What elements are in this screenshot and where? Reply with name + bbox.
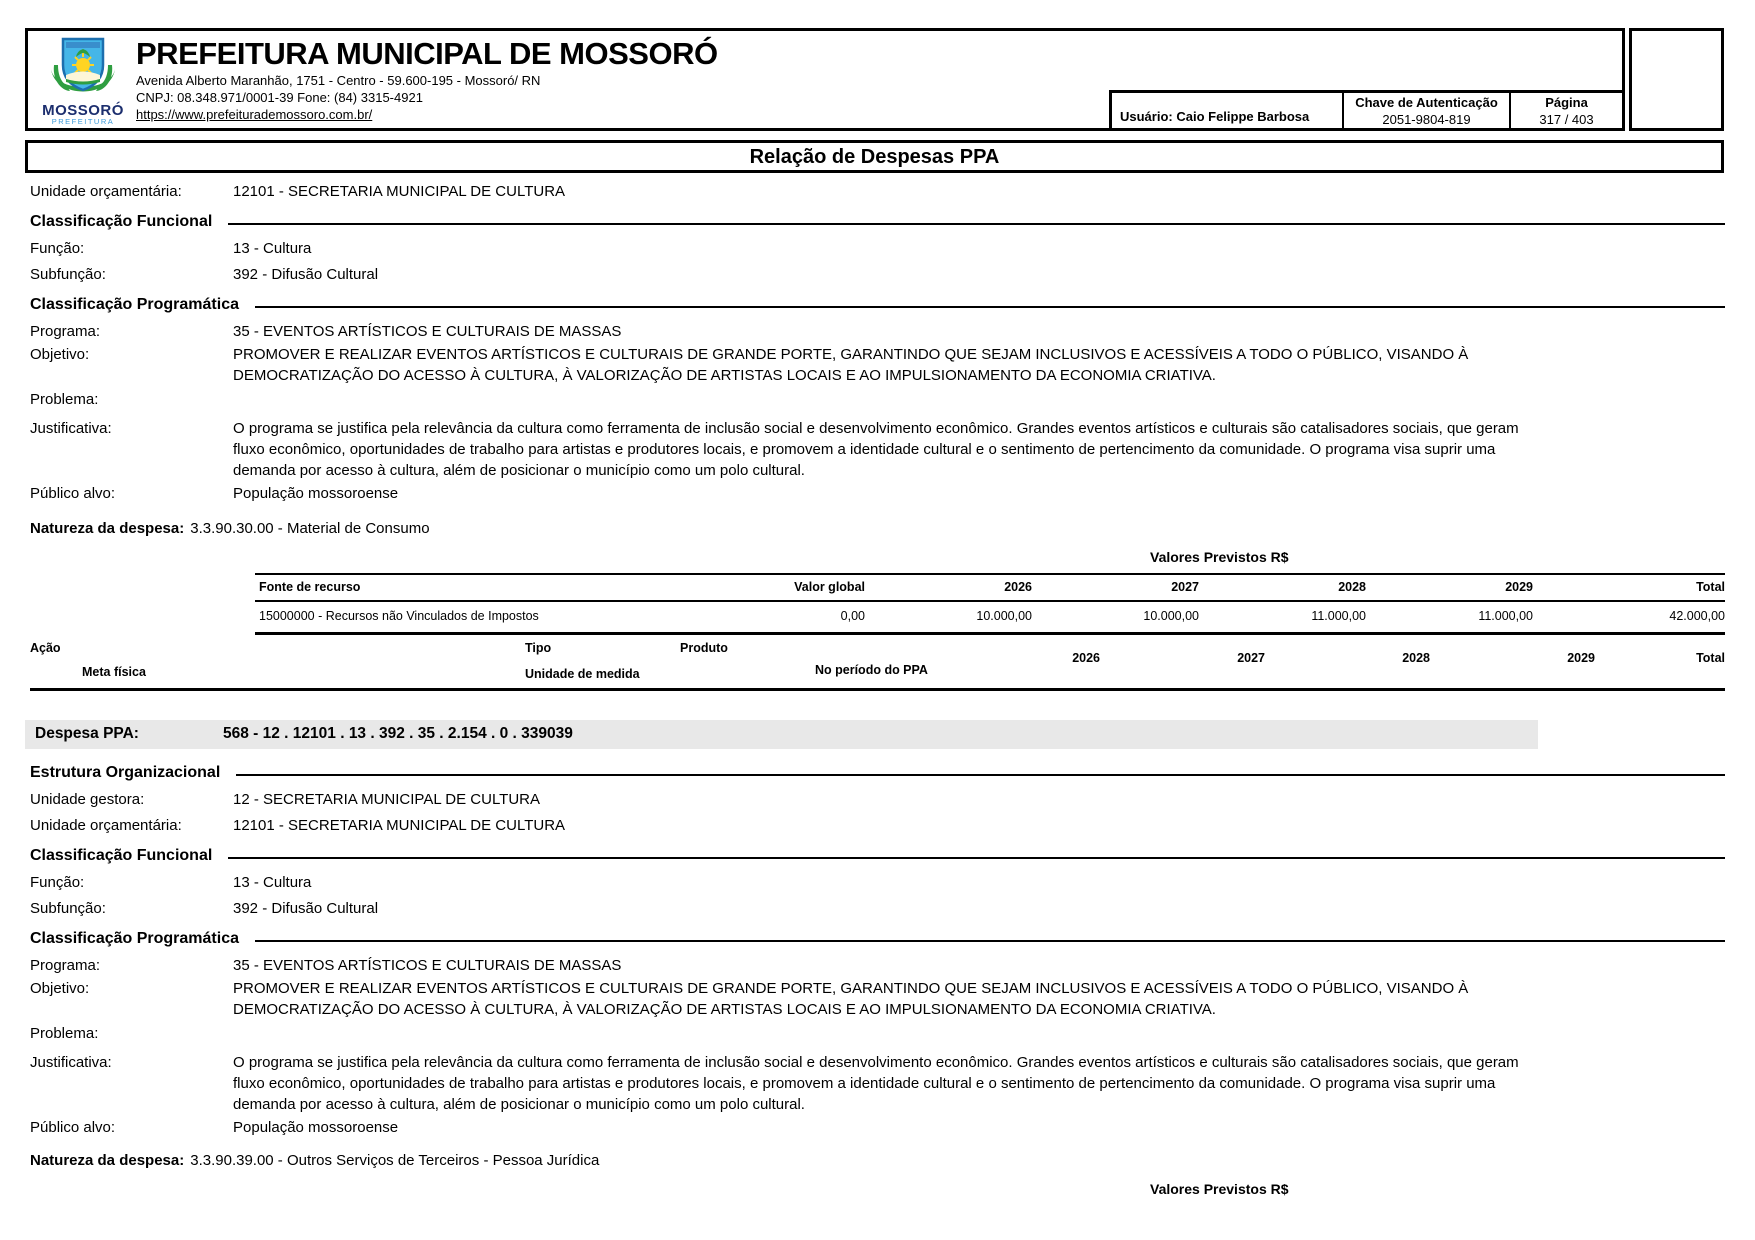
auth-key-value: 2051-9804-819: [1382, 111, 1471, 127]
despesa-ppa-code: 568 - 12 . 12101 . 13 . 392 . 35 . 2.154 . 0 . 339039: [223, 725, 573, 742]
section-classificacao-programatica: [30, 296, 1725, 314]
table-row: [255, 602, 1725, 632]
section-title: Estrutura Organizacional: [30, 764, 221, 781]
field-label: Subfunção:: [30, 900, 106, 917]
col-acao: Ação: [30, 641, 61, 655]
mossoro-logo: [38, 35, 128, 126]
table-header-row: [255, 573, 1725, 602]
page-cell: [1509, 93, 1622, 128]
col-periodo-ppa: No período do PPA: [815, 663, 928, 677]
field-problema: [30, 389, 1725, 410]
field-label: Função:: [30, 874, 85, 891]
field-label: Programa:: [30, 957, 101, 974]
field-funcao: [30, 238, 1725, 259]
field-justificativa: [30, 418, 1725, 481]
section-classificacao-funcional: [30, 213, 1725, 231]
user-name-cell: Usuário: Caio Felippe Barbosa: [1120, 109, 1310, 124]
field-unidade-gestora: [30, 789, 1725, 810]
col-2026: 2026: [1072, 651, 1100, 665]
field-objetivo: [30, 344, 1725, 386]
field-unidade-orcamentaria: [30, 181, 1725, 202]
cell-2026: 10.000,00: [976, 609, 1032, 623]
field-value: 3.3.90.30.00 - Material de Consumo: [190, 520, 430, 537]
field-value: População mossoroense: [233, 1119, 399, 1136]
field-natureza-despesa-2: [30, 1150, 1725, 1171]
field-value: 3.3.90.39.00 - Outros Serviços de Terceiros - Pessoa Jurídica: [190, 1152, 600, 1169]
auth-key-cell: [1342, 93, 1509, 128]
col-2026: 2026: [1004, 580, 1032, 594]
col-meta-fisica: Meta física: [82, 665, 146, 679]
col-unidade-medida: Unidade de medida: [525, 667, 640, 681]
field-unidade-orcamentaria-2: [30, 815, 1725, 836]
section-estrutura-organizacional: [30, 764, 1725, 782]
user-info-table: [1109, 90, 1625, 131]
cell-total: 42.000,00: [1669, 609, 1725, 623]
col-2027: 2027: [1171, 580, 1199, 594]
field-value: PROMOVER E REALIZAR EVENTOS ARTÍSTICOS E CULTURAIS DE GRANDE PORTE, GARANTINDO QUE SEJAM INCLUSIVOS E ACESSÍVEIS A TODO O PÚBLICO, VISANDO À DEMOCRATIZAÇÃO DO ACESSO À CULTURA, À VALORIZAÇÃO DE ARTISTAS LOCAIS E AO IMPULSIONAMENTO DA ECONOMIA CRIATIVA.: [233, 980, 1469, 1018]
field-value: População mossoroense: [233, 485, 399, 502]
field-funcao-2: [30, 872, 1725, 893]
logo-sub-text: PREFEITURA: [51, 117, 115, 126]
org-address: Avenida Alberto Maranhão, 1751 - Centro - 59.600-195 - Mossoró/ RN: [136, 73, 541, 88]
field-value: 13 - Cultura: [233, 240, 312, 257]
col-valor-global: Valor global: [794, 580, 865, 594]
field-label: Natureza da despesa:: [30, 1152, 185, 1169]
section-title: Classificação Programática: [30, 930, 239, 947]
field-label: Público alvo:: [30, 1119, 116, 1136]
section-rule: [228, 857, 1725, 859]
field-problema-2: [30, 1023, 1725, 1044]
stamp-box: [1629, 28, 1724, 131]
field-publico-alvo-2: [30, 1117, 1725, 1138]
field-publico-alvo: [30, 483, 1725, 504]
field-label: Justificativa:: [30, 1054, 112, 1071]
section-rule: [236, 774, 1725, 776]
field-value: 12 - SECRETARIA MUNICIPAL DE CULTURA: [233, 791, 541, 808]
org-website-link[interactable]: https://www.prefeiturademossoro.com.br/: [136, 107, 373, 122]
report-body: [30, 181, 1725, 1199]
field-label: Objetivo:: [30, 980, 90, 997]
field-natureza-despesa-1: [30, 518, 1725, 539]
field-label: Natureza da despesa:: [30, 520, 185, 537]
field-value: [233, 1023, 1725, 1044]
field-value: O programa se justifica pela relevância da cultura como ferramenta de inclusão social e desenvolvimento econômico. Grandes eventos artísticos e culturais são catalisadores sociais, que geram fluxo econômico, oportunidades de trabalho para artistas e produtores locais, e promovem a identidade cultural e o sentimento de pertencimento da comunidade. O programa visa suprir uma demanda por acesso à cultura, além de posicionar o município como um polo cultural.: [233, 1054, 1519, 1113]
field-value: 392 - Difusão Cultural: [233, 266, 379, 283]
field-value: 392 - Difusão Cultural: [233, 900, 379, 917]
col-2028: 2028: [1338, 580, 1366, 594]
section-title: Classificação Funcional: [30, 847, 213, 864]
cell-fonte: 15000000 - Recursos não Vinculados de Impostos: [259, 609, 539, 623]
field-label: Subfunção:: [30, 266, 106, 283]
org-name: PREFEITURA MUNICIPAL DE MOSSORÓ: [136, 36, 718, 71]
org-cnpj-phone: CNPJ: 08.348.971/0001-39 Fone: (84) 3315-4921: [136, 90, 423, 105]
field-value: 35 - EVENTOS ARTÍSTICOS E CULTURAIS DE MASSAS: [233, 957, 622, 974]
col-fonte: Fonte de recurso: [259, 580, 361, 594]
field-label: Unidade orçamentária:: [30, 817, 182, 834]
col-2028: 2028: [1402, 651, 1430, 665]
section-rule: [255, 306, 1725, 308]
section-title: Classificação Programática: [30, 296, 239, 313]
page-number: 317 / 403: [1539, 111, 1594, 127]
field-value: [233, 389, 1725, 410]
field-label: Programa:: [30, 323, 101, 340]
col-produto: Produto: [680, 641, 728, 655]
col-2029: 2029: [1505, 580, 1533, 594]
field-label: Problema:: [30, 1025, 99, 1042]
col-2027: 2027: [1237, 651, 1265, 665]
field-label: Objetivo:: [30, 346, 90, 363]
acao-table-header: [30, 635, 1725, 691]
despesa-ppa-label: Despesa PPA:: [35, 725, 139, 742]
header: [25, 28, 1625, 131]
despesa-ppa-row: [25, 720, 1538, 749]
section-title: Classificação Funcional: [30, 213, 213, 230]
col-total: Total: [1696, 580, 1725, 594]
field-programa: [30, 321, 1725, 342]
col-2029: 2029: [1567, 651, 1595, 665]
report-title: Relação de Despesas PPA: [25, 140, 1724, 173]
cell-2028: 11.000,00: [1311, 609, 1366, 623]
field-justificativa-2: [30, 1052, 1725, 1115]
field-value: PROMOVER E REALIZAR EVENTOS ARTÍSTICOS E CULTURAIS DE GRANDE PORTE, GARANTINDO QUE SEJAM INCLUSIVOS E ACESSÍVEIS A TODO O PÚBLICO, VISANDO À DEMOCRATIZAÇÃO DO ACESSO À CULTURA, À VALORIZAÇÃO DE ARTISTAS LOCAIS E AO IMPULSIONAMENTO DA ECONOMIA CRIATIVA.: [233, 346, 1469, 384]
page-label: Página: [1545, 94, 1588, 110]
field-label: Unidade gestora:: [30, 791, 145, 808]
field-label: Unidade orçamentária:: [30, 183, 182, 200]
section-classificacao-funcional-2: [30, 847, 1725, 865]
field-value: 13 - Cultura: [233, 874, 312, 891]
field-programa-2: [30, 955, 1725, 976]
field-value: 35 - EVENTOS ARTÍSTICOS E CULTURAIS DE MASSAS: [233, 323, 622, 340]
field-value: O programa se justifica pela relevância da cultura como ferramenta de inclusão social e desenvolvimento econômico. Grandes eventos artísticos e culturais são catalisadores sociais, que geram fluxo econômico, oportunidades de trabalho para artistas e produtores locais, e promovem a identidade cultural e o sentimento de pertencimento da comunidade. O programa visa suprir uma demanda por acesso à cultura, além de posicionar o município como um polo cultural.: [233, 420, 1519, 479]
cell-valor-global: 0,00: [840, 609, 865, 623]
section-classificacao-programatica-2: [30, 930, 1725, 948]
field-objetivo-2: [30, 978, 1725, 1020]
logo-city-text: MOSSORÓ: [42, 102, 124, 119]
field-label: Problema:: [30, 391, 99, 408]
cell-2029: 11.000,00: [1478, 609, 1533, 623]
field-label: Justificativa:: [30, 420, 112, 437]
col-total: Total: [1696, 651, 1725, 665]
field-value: 12101 - SECRETARIA MUNICIPAL DE CULTURA: [233, 183, 566, 200]
field-value: 12101 - SECRETARIA MUNICIPAL DE CULTURA: [233, 817, 566, 834]
field-subfuncao: [30, 264, 1725, 285]
fonte-recurso-table: [255, 573, 1725, 635]
cell-2027: 10.000,00: [1143, 609, 1199, 623]
field-label: Função:: [30, 240, 85, 257]
section-rule: [255, 940, 1725, 942]
col-tipo: Tipo: [525, 641, 552, 655]
valores-previstos-caption-2: Valores Previstos R$: [1150, 1181, 1289, 1197]
mossoro-crest-icon: [46, 35, 120, 99]
field-subfuncao-2: [30, 898, 1725, 919]
valores-previstos-caption-1: Valores Previstos R$: [1150, 549, 1289, 565]
org-block: [136, 36, 718, 124]
section-rule: [228, 223, 1725, 225]
auth-key-label: Chave de Autenticação: [1355, 94, 1498, 110]
field-label: Público alvo:: [30, 485, 116, 502]
